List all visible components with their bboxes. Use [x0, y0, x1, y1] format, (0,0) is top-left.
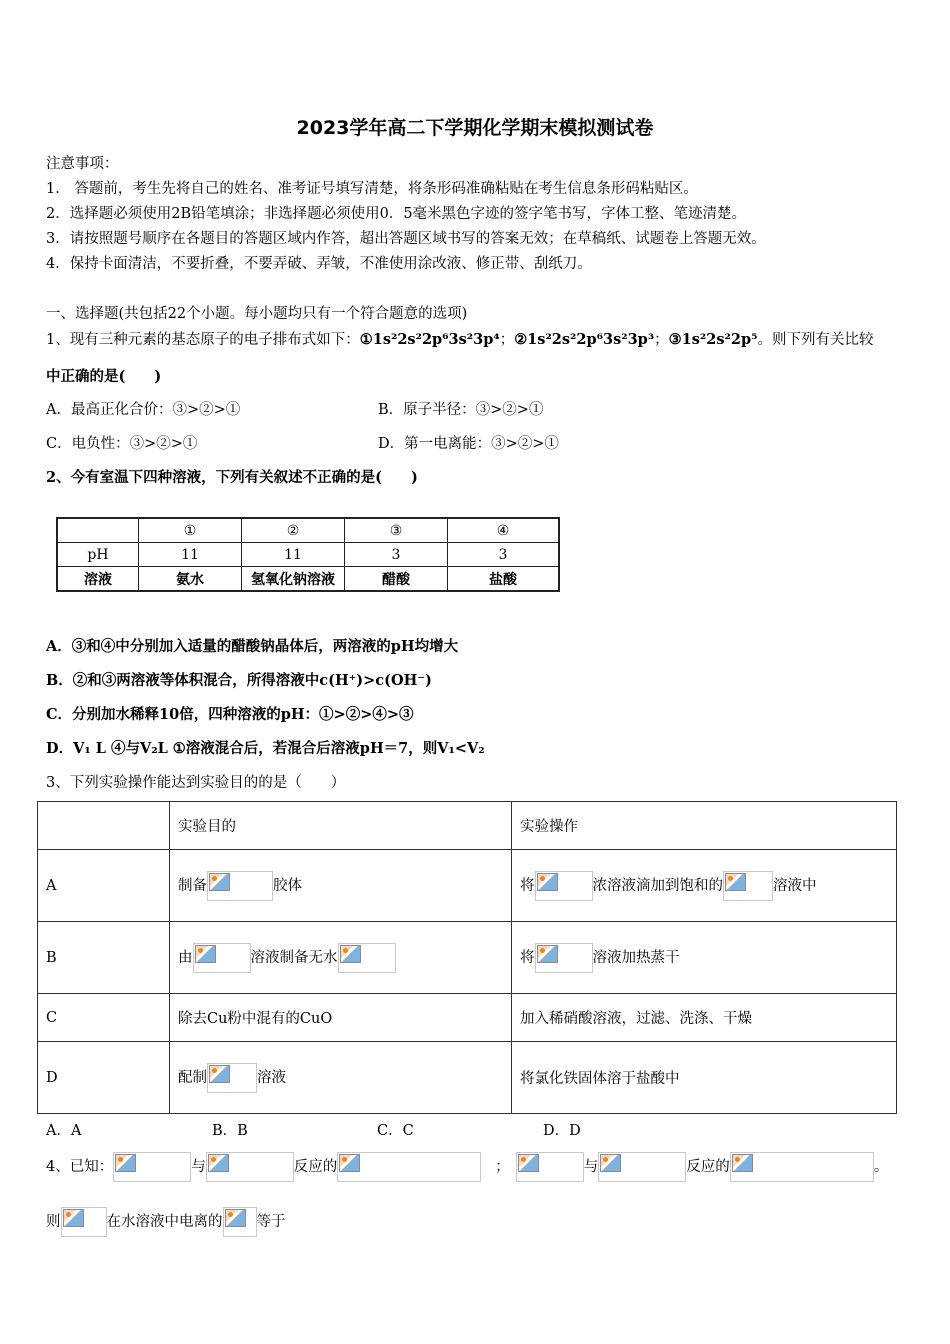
q1-config-1: ①1s²2s²2p⁶3s²3p⁴	[359, 331, 500, 348]
ph-table-header-row	[57, 518, 559, 543]
formula-image-icon	[207, 871, 273, 901]
text: 浓溶液滴加到饱和的	[592, 877, 723, 894]
formula-image-icon	[516, 1152, 584, 1182]
text: 反应的	[686, 1159, 730, 1175]
notice-item: 4．保持卡面清洁，不要折叠，不要弄破、弄皱，不准使用涂改液、修正带、刮纸刀。	[46, 256, 592, 272]
table-row	[38, 850, 897, 922]
question-4-stem	[46, 1150, 888, 1184]
ph-table	[56, 517, 560, 592]
formula-image-icon	[723, 871, 773, 901]
ph-table-cell: 3	[345, 543, 448, 567]
ph-table-ph-row	[57, 543, 559, 567]
question-2-stem: 2、今有室温下四种溶液，下列有关叙述不正确的是( )	[46, 469, 418, 486]
text: 在水溶液中电离的	[106, 1214, 223, 1230]
text: 将	[520, 949, 535, 966]
q2-option-c: C．分别加水稀释10倍，四种溶液的pH：①>②>④>③	[46, 706, 414, 723]
operation-cell: 加入稀硝酸溶液，过滤、洗涤、干燥	[512, 994, 897, 1042]
ph-table-cell: 氢氧化钠溶液	[242, 567, 345, 592]
formula-image-icon	[730, 1152, 874, 1182]
text: 4、已知：	[46, 1159, 114, 1175]
formula-image-icon	[61, 1207, 107, 1237]
question-3-stem: 3、下列实验操作能达到实验目的的是（ ）	[46, 775, 346, 791]
q3-option-c: C．C	[377, 1123, 414, 1139]
ph-table-cell: ①	[139, 518, 242, 543]
q1-suffix: 。则下列有关比较	[757, 332, 874, 348]
purpose-cell	[170, 850, 512, 922]
purpose-cell	[170, 922, 512, 994]
question-1-stem-line2: 中正确的是( )	[46, 368, 162, 385]
ph-table-cell: ④	[448, 518, 560, 543]
text: 溶液中	[773, 877, 817, 894]
formula-image-icon	[535, 943, 593, 973]
row-label: A	[38, 850, 170, 922]
formula-image-icon	[598, 1152, 686, 1182]
text: 溶液	[257, 1069, 286, 1086]
formula-image-icon	[207, 1063, 257, 1093]
text: 制备	[178, 877, 207, 894]
ph-table-solution-row	[57, 567, 559, 592]
notice-item: 3．请按照题号顺序在各题目的答题区域内作答，超出答题区域书写的答案无效；在草稿纸、试题卷上答题无效。	[46, 231, 766, 247]
purpose-cell: 除去Cu粉中混有的CuO	[170, 994, 512, 1042]
ph-table-cell: ③	[345, 518, 448, 543]
ph-table-cell: 氨水	[139, 567, 242, 592]
table-header-operation: 实验操作	[512, 802, 897, 850]
formula-image-icon	[193, 943, 251, 973]
formula-image-icon	[337, 1152, 481, 1182]
q2-option-d: D．V₁ L ④与V₂L ①溶液混合后，若混合后溶液pH＝7，则V₁<V₂	[46, 740, 485, 757]
purpose-cell	[170, 1042, 512, 1114]
table-row	[38, 1042, 897, 1114]
text: 溶液加热蒸干	[592, 949, 680, 966]
text: 将	[520, 877, 535, 894]
formula-image-icon	[223, 1207, 257, 1237]
notice-item: 2．选择题必须使用2B铅笔填涂；非选择题必须使用0．5毫米黑色字迹的签字笔书写，字体工整、笔迹清楚。	[46, 206, 747, 222]
q1-config-2: ②1s²2s²2p⁶3s²3p³	[514, 331, 655, 348]
table-cell	[38, 802, 170, 850]
q1-option-a: A．最高正化合价：③>②>①	[46, 402, 241, 418]
q2-option-a: A．③和④中分别加入适量的醋酸钠晶体后，两溶液的pH均增大	[46, 638, 459, 655]
question-1-stem: 1、现有三种元素的基态原子的电子排布式如下：①1s²2s²2p⁶3s²3p⁴；②1s²2s²2p⁶3s²3p³；③1s²2s²2p⁵。则下列有关比较	[46, 331, 874, 348]
q1-option-d: D．第一电离能：③>②>①	[378, 436, 559, 452]
notice-item: 1． 答题前，考生先将自己的姓名、准考证号填写清楚，将条形码准确粘贴在考生信息条形码粘贴区。	[46, 181, 698, 197]
operation-cell	[512, 922, 897, 994]
question-4-line2	[46, 1207, 286, 1237]
q1-config-3: ③1s²2s²2p⁵	[668, 331, 758, 348]
operation-cell: 将氯化铁固体溶于盐酸中	[512, 1042, 897, 1114]
ph-table-cell	[57, 518, 139, 543]
q2-option-b: B．②和③两溶液等体积混合，所得溶液中c(H⁺)>c(OH⁻)	[46, 672, 432, 689]
text: 胶体	[273, 877, 302, 894]
text: 等于	[256, 1214, 286, 1230]
ph-table-cell: 醋酸	[345, 567, 448, 592]
row-label: B	[38, 922, 170, 994]
table-row	[38, 994, 897, 1042]
q3-option-d: D．D	[543, 1123, 581, 1139]
table-row	[38, 802, 897, 850]
section-heading: 一、选择题(共包括22个小题。每小题均只有一个符合题意的选项)	[46, 306, 468, 322]
ph-table-cell: 3	[448, 543, 560, 567]
q3-option-a: A．A	[46, 1123, 82, 1139]
ph-table-cell: pH	[57, 543, 139, 567]
ph-table-cell: 溶液	[57, 567, 139, 592]
text: ；	[495, 1159, 510, 1175]
text: 配制	[178, 1069, 207, 1086]
formula-image-icon	[206, 1152, 294, 1182]
experiment-table	[37, 801, 897, 1114]
row-label: C	[38, 994, 170, 1042]
notice-heading: 注意事项：	[46, 156, 119, 172]
ph-table-cell: 盐酸	[448, 567, 560, 592]
page-title: 2023学年高二下学期化学期末模拟测试卷	[296, 117, 654, 139]
ph-table-cell: 11	[242, 543, 345, 567]
text: 反应的	[293, 1159, 338, 1175]
formula-image-icon	[338, 943, 396, 973]
q1-prefix: 1、现有三种元素的基态原子的电子排布式如下：	[46, 332, 360, 348]
formula-image-icon	[113, 1152, 191, 1182]
table-header-purpose: 实验目的	[170, 802, 512, 850]
text: 与	[583, 1159, 599, 1175]
q1-option-c: C．电负性：③>②>①	[46, 436, 198, 452]
text: 。	[873, 1159, 889, 1175]
ph-table-cell: ②	[242, 518, 345, 543]
table-row	[38, 922, 897, 994]
text: 与	[191, 1159, 206, 1175]
ph-table-cell: 11	[139, 543, 242, 567]
formula-image-icon	[535, 871, 593, 901]
text: 由	[178, 949, 193, 966]
q1-option-b: B．原子半径：③>②>①	[378, 402, 544, 418]
text: 溶液制备无水	[250, 949, 338, 966]
row-label: D	[38, 1042, 170, 1114]
q3-option-b: B．B	[212, 1123, 248, 1139]
operation-cell	[512, 850, 897, 922]
text: 则	[46, 1214, 61, 1230]
